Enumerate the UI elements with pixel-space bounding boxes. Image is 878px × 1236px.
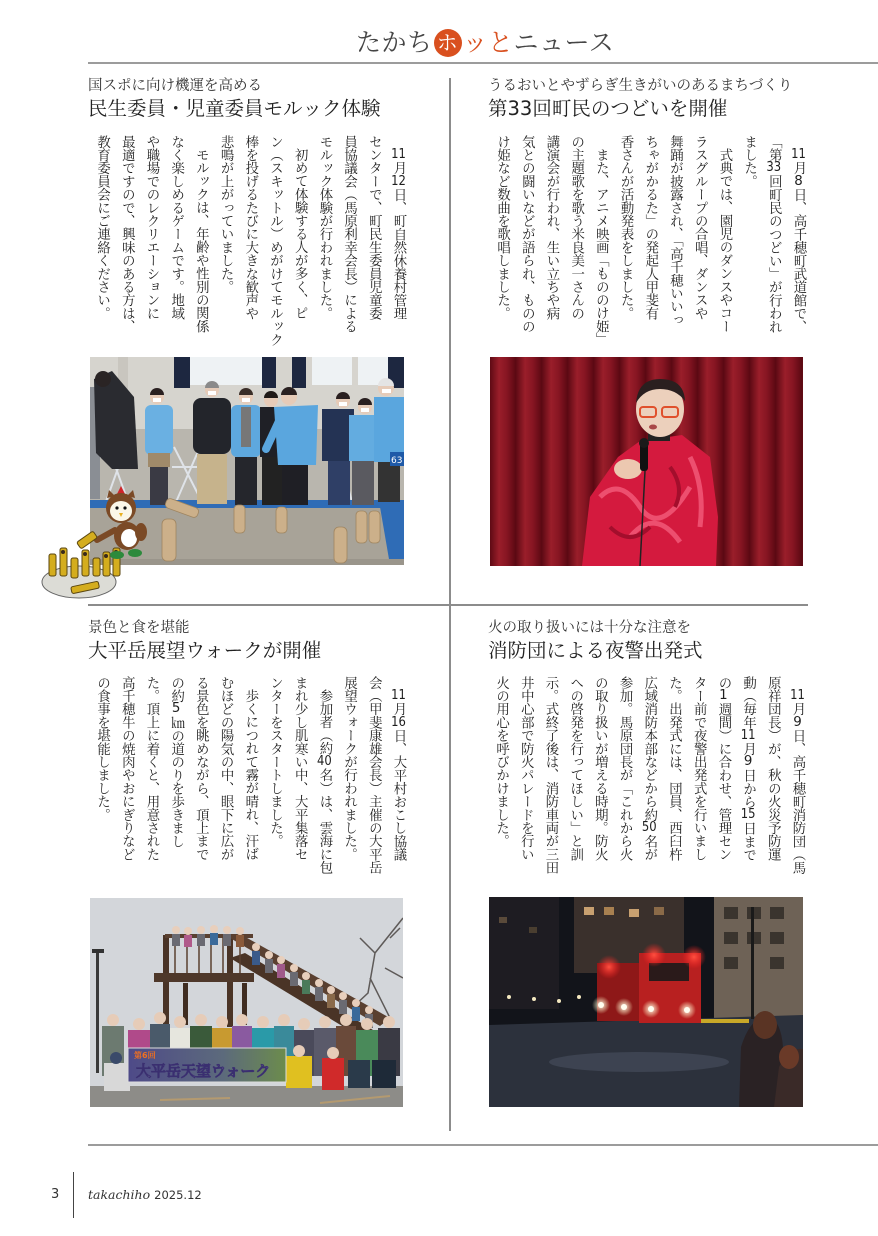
text-column: 参加者（約40名）は、雲海に包 bbox=[316, 689, 332, 875]
text-column: ました。 bbox=[741, 135, 757, 188]
text-column: の1週間）に合わせ、管理セン bbox=[715, 676, 731, 862]
text-column: 11月12日、町自然休養村管理 bbox=[391, 148, 406, 321]
text-column: る景色を眺めながら、頂上まで bbox=[193, 676, 209, 861]
photo-singer-on-stage bbox=[490, 357, 803, 566]
section-title-accent: ッと bbox=[462, 28, 514, 57]
text-column: 初めて体験する人が多く、ピ bbox=[292, 148, 308, 320]
text-column: 講演会が行われ、生い立ちや病 bbox=[543, 135, 559, 320]
text-column: モルック体験が行われました。 bbox=[316, 135, 332, 320]
pins-plate-icon bbox=[42, 548, 120, 598]
article-title: 消防団による夜警出発式 bbox=[488, 639, 703, 662]
article-title: 民生委員・児童委員モルック体験 bbox=[88, 97, 381, 120]
text-column: 11月8日、高千穂町武道館で、 bbox=[791, 148, 806, 334]
text-column: センターで、町民生委員児童委 bbox=[366, 135, 382, 320]
text-column: ラスグループの合唱、ダンスや bbox=[692, 135, 708, 320]
text-column: た。出発式には、団員、西臼杵 bbox=[666, 676, 682, 861]
text-column: 棒を投げるたびに大きな歓声や bbox=[242, 135, 258, 320]
photo-singer-image bbox=[490, 357, 803, 566]
text-column: 最適ですので、興味のある方は、 bbox=[119, 135, 135, 333]
text-column: なく楽しめるゲームです。地域 bbox=[168, 135, 184, 320]
footer-divider bbox=[73, 1172, 74, 1218]
text-column: 11月9日、高千穂町消防団（馬 bbox=[790, 689, 805, 875]
text-column: への啓発を行ってほしい」と訓 bbox=[567, 676, 583, 861]
text-column: 「第33回町民のつどい」が行われ bbox=[766, 135, 782, 334]
article-body bbox=[88, 135, 410, 347]
photo-group-image bbox=[90, 898, 403, 1107]
text-column: モルックは、年齢や性別の関係 bbox=[193, 148, 209, 334]
section-title bbox=[356, 26, 614, 60]
text-column: け姫など数曲を歌唱しました。 bbox=[494, 135, 510, 320]
text-column: 11月16日、大平村おこし協議 bbox=[391, 689, 406, 862]
row-divider bbox=[88, 604, 808, 606]
text-column: 教育委員会にご連絡ください。 bbox=[94, 135, 110, 320]
photo-night-image bbox=[489, 897, 803, 1107]
text-column: ター前で夜警出発式を行いまし bbox=[691, 676, 707, 861]
text-column: ちゃがかるた」の発起人甲斐有 bbox=[642, 135, 658, 320]
text-column: の取り扱いが増える時期。防火 bbox=[592, 676, 608, 861]
article-subtitle: 火の取り扱いには十分な注意を bbox=[488, 620, 691, 636]
text-column: 気との闘いなどが語られ、ものの bbox=[519, 135, 535, 333]
section-title-part: たかち bbox=[356, 28, 433, 57]
text-column: 香さんが活動発表をしました。 bbox=[618, 135, 634, 320]
number-sign bbox=[390, 452, 404, 466]
text-column: 会（甲斐康雄会長）主催の大平岳 bbox=[366, 676, 382, 874]
photo-fire-trucks-night bbox=[489, 897, 803, 1107]
text-column: まれ少し肌寒い中、大平集落セ bbox=[292, 676, 308, 861]
text-column: 示。式終了後は、消防車両が三田 bbox=[542, 676, 558, 874]
text-column: の約5㎞の道のりを歩きまし bbox=[168, 676, 184, 848]
text-column: 歩くにつれて霧が晴れ、汗ば bbox=[242, 689, 258, 861]
text-column: また、アニメ映画「もののけ姫」 bbox=[593, 148, 609, 347]
event-banner bbox=[128, 1048, 286, 1082]
magazine-credit bbox=[88, 1187, 202, 1203]
photo-group-walk bbox=[90, 898, 403, 1107]
text-column: 広域消防本部などから約50名が bbox=[641, 676, 657, 862]
text-column: た。頂上に着くと、用意された bbox=[143, 676, 159, 861]
text-column: 舞踊が披露され、「高千穂いいっ bbox=[667, 135, 683, 327]
text-column: や職場でのレクリエーションに bbox=[143, 135, 159, 320]
text-column: 式典では、園児のダンスやコー bbox=[716, 148, 732, 334]
article-subtitle: 国スポに向け機運を高める bbox=[88, 78, 262, 94]
issue-date: 2025.12 bbox=[154, 1188, 202, 1202]
article-subtitle: うるおいとやずらぎ生きがいのあるまちづくり bbox=[488, 78, 793, 94]
page-number: 3 bbox=[51, 1187, 60, 1202]
text-column: の主題歌を歌う米良美一さんの bbox=[568, 135, 584, 320]
section-title-part: ニュース bbox=[513, 28, 615, 57]
article-title: 大平岳展望ウォークが開催 bbox=[88, 639, 322, 662]
text-column: 悲鳴が上がっていました。 bbox=[218, 135, 234, 294]
text-column: 員協議会（馬原利幸会長）による bbox=[341, 135, 357, 333]
article-body bbox=[88, 676, 410, 880]
footer-rule bbox=[88, 1144, 878, 1146]
text-column: の食事を堪能しました。 bbox=[94, 676, 110, 822]
text-column: 参加。馬原団長が「これから火 bbox=[617, 676, 633, 861]
text-column: 原祥団長）が、秋の火災予防運 bbox=[765, 676, 781, 861]
article-body bbox=[488, 135, 810, 347]
sign-number: 63 bbox=[391, 456, 403, 466]
text-column: 高千穂牛の焼肉やおにぎりなど bbox=[119, 676, 135, 861]
text-column: 井中心部で防火パレードを行い bbox=[518, 676, 534, 861]
text-column: 火の用心を呼びかけました。 bbox=[493, 676, 509, 848]
magazine-name: takachiho bbox=[88, 1187, 151, 1202]
text-column: 動（毎年11月9日から15日まで bbox=[740, 676, 756, 862]
article-subtitle: 景色と食を堪能 bbox=[88, 620, 190, 636]
mascot-illustration bbox=[35, 486, 157, 604]
text-column: 展望ウォークが行われました。 bbox=[341, 676, 357, 861]
article-body bbox=[487, 676, 809, 880]
text-column: ンターをスタートしました。 bbox=[267, 676, 283, 848]
banner-name: 大平岳天望ウォーク bbox=[136, 1062, 271, 1080]
header-rule bbox=[88, 62, 878, 64]
text-column: むほどの陽気の中、眼下に広が bbox=[218, 676, 234, 861]
owl-mascot-icon bbox=[77, 486, 147, 559]
banner-edition: 第6回 bbox=[134, 1051, 156, 1060]
section-title-circled-char: ホ bbox=[434, 29, 462, 57]
article-title: 第33回町民のつどいを開催 bbox=[488, 97, 728, 120]
text-column: ン（スキットル）めがけてモルック bbox=[267, 135, 283, 347]
